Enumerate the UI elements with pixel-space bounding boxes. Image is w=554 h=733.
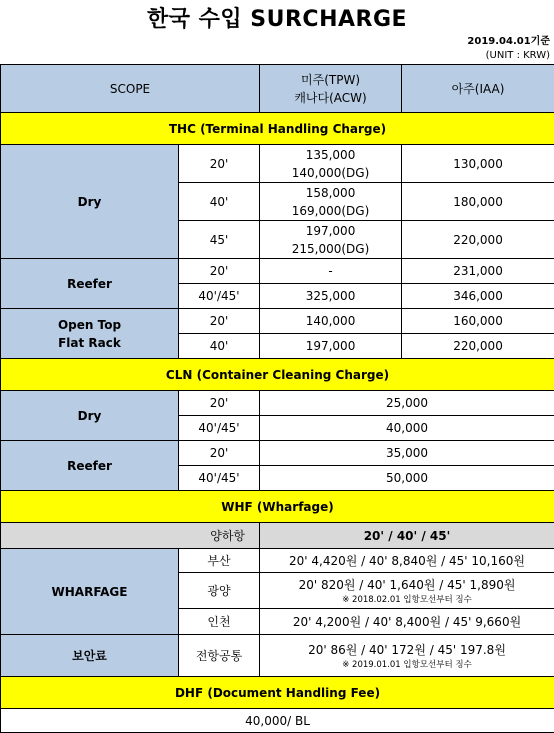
port-header: 양하항 [1,523,260,549]
port-name: 광양 [179,573,260,609]
thc-opentop-size: 20' [179,309,260,334]
opentop-label-line2: Flat Rack [58,335,121,350]
cln-reefer-label: Reefer [1,441,179,491]
effective-date: 2019.04.01기준 [467,36,550,47]
thc-dry-us-value [260,145,402,183]
thc-reefer-us-value: 325,000 [260,284,402,309]
thc-opentop-us-value: 197,000 [260,334,402,359]
thc-dry-size: 40' [179,183,260,221]
scope-header: SCOPE [1,65,260,113]
thc-dry-us-normal: 158,000 [305,185,356,200]
port-name: 부산 [179,549,260,573]
cln-dry-value: 40,000 [260,416,554,441]
security-fee-note: ※ 2019.01.01 입항모선부터 징수 [342,659,472,670]
thc-reefer-asia-value: 346,000 [402,284,554,309]
thc-reefer-size: 40'/45' [179,284,260,309]
thc-opentop-asia-value: 220,000 [402,334,554,359]
thc-dry-us-value [260,183,402,221]
dhf-value: 40,000/ BL [1,709,554,733]
wharfage-label: WHARFAGE [1,549,179,635]
security-fee-label: 보안료 [1,635,179,677]
us-header-line1: 미주(TPW) [301,72,360,87]
wharfage-rate [260,573,554,609]
thc-dry-asia-value: 130,000 [402,145,554,183]
whf-section-title: WHF (Wharfage) [1,491,554,523]
asia-header: 아주(IAA) [402,65,554,113]
thc-opentop-size: 40' [179,334,260,359]
cln-reefer-size: 20' [179,441,260,466]
thc-reefer-label: Reefer [1,259,179,309]
wharfage-rate: 20' 4,200원 / 40' 8,400원 / 45' 9,660원 [260,609,554,635]
wharfage-rate-value: 20' 820원 / 40' 1,640원 / 45' 1,890원 [298,577,516,592]
thc-dry-label: Dry [1,145,179,259]
currency-unit: (UNIT : KRW) [485,50,550,61]
thc-opentop-asia-value: 160,000 [402,309,554,334]
thc-dry-us-normal: 135,000 [305,147,356,162]
us-canada-header [260,65,402,113]
thc-dry-us-dg: 169,000(DG) [291,203,370,218]
size-header: 20' / 40' / 45' [260,523,554,549]
wharfage-note: ※ 2018.02.01 입항모선부터 징수 [342,594,472,605]
cln-reefer-value: 50,000 [260,466,554,491]
security-fee-rate [260,635,554,677]
thc-dry-asia-value: 220,000 [402,221,554,259]
thc-section-title: THC (Terminal Handling Charge) [1,113,554,145]
cln-reefer-size: 40'/45' [179,466,260,491]
cln-dry-size: 40'/45' [179,416,260,441]
security-fee-port: 전항공통 [179,635,260,677]
thc-dry-size: 45' [179,221,260,259]
security-fee-value: 20' 86원 / 40' 172원 / 45' 197.8원 [308,642,506,657]
us-header-line2: 캐나다(ACW) [294,90,367,105]
thc-opentop-us-value: 140,000 [260,309,402,334]
thc-dry-us-value [260,221,402,259]
cln-dry-size: 20' [179,391,260,416]
wharfage-rate: 20' 4,420원 / 40' 8,840원 / 45' 10,160원 [260,549,554,573]
page-title: 한국 수입 SURCHARGE [146,7,408,32]
thc-reefer-asia-value: 231,000 [402,259,554,284]
opentop-label-line1: Open Top [57,317,122,332]
cln-dry-value: 25,000 [260,391,554,416]
cln-reefer-value: 35,000 [260,441,554,466]
thc-dry-size: 20' [179,145,260,183]
thc-reefer-us-value: - [260,259,402,284]
port-name: 인천 [179,609,260,635]
thc-dry-asia-value: 180,000 [402,183,554,221]
thc-dry-us-normal: 197,000 [305,223,356,238]
thc-opentop-label [1,309,179,359]
cln-dry-label: Dry [1,391,179,441]
thc-dry-us-dg: 140,000(DG) [291,165,370,180]
thc-dry-us-dg: 215,000(DG) [291,241,370,256]
cln-section-title: CLN (Container Cleaning Charge) [1,359,554,391]
thc-reefer-size: 20' [179,259,260,284]
surcharge-table [0,64,554,733]
dhf-section-title: DHF (Document Handling Fee) [1,677,554,709]
